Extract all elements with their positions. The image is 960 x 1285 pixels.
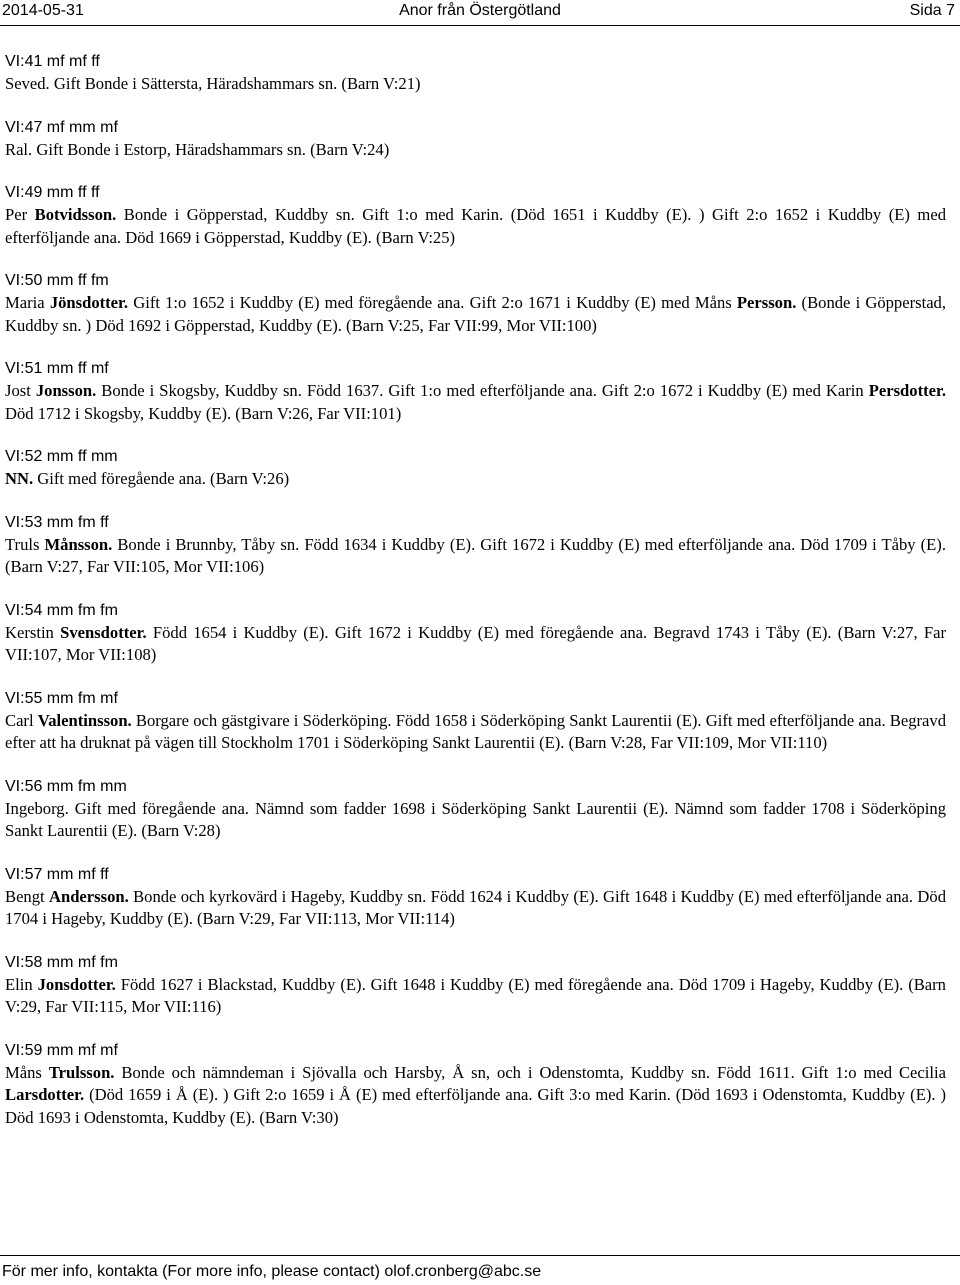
spouse-surname: Persdotter.	[868, 381, 946, 400]
ancestor-given-name: Ral.	[5, 139, 33, 159]
ancestor-given-name: Kerstin	[5, 622, 54, 642]
ancestor-entry	[5, 600, 946, 667]
footer-divider	[0, 1255, 960, 1256]
ancestor-description	[5, 974, 946, 1019]
ancestor-details: Gift 1:o 1652 i Kuddby (E) med föregående ana. Gift 2:o 1671 i Kuddby (E) med Måns	[133, 293, 732, 312]
ancestor-entry	[5, 182, 946, 249]
ancestor-details-continued: Död 1712 i Skogsby, Kuddby (E). (Barn V:26, Far VII:101)	[5, 403, 402, 423]
ancestor-description	[5, 710, 946, 755]
ancestor-details: Gift Bonde i Estorp, Häradshammars sn. (Barn V:24)	[36, 139, 390, 159]
ancestor-description	[5, 622, 946, 667]
ancestor-details: Gift Bonde i Sättersta, Häradshammars sn. (Barn V:21)	[53, 74, 421, 93]
ancestor-given-name: Per	[5, 205, 28, 224]
ancestor-entry	[5, 864, 946, 931]
ancestor-surname: Månsson.	[44, 534, 113, 554]
ancestor-code: VI:55 mm fm mf	[5, 689, 118, 707]
ancestor-code: VI:52 mm ff mm	[5, 448, 118, 465]
ancestor-details: Bonde i Brunnby, Tåby sn. Född 1634 i Kuddby (E). Gift 1672 i Kuddby (E) med efterföljande ana. Död 1709 i Tåby (E). (Barn V:27, Far VII:105, Mor VII:106)	[5, 534, 946, 576]
ancestor-details: Bonde i Skogsby, Kuddby sn. Född 1637. Gift 1:o med efterföljande ana. Gift 2:o 1672 i Kuddby (E) med Karin	[101, 381, 864, 400]
ancestor-code: VI:49 mm ff ff	[5, 184, 100, 201]
ancestor-code: VI:51 mm ff mf	[5, 360, 109, 377]
ancestor-details: Född 1654 i Kuddby (E). Gift 1672 i Kuddby (E) med föregående ana. Begravd 1743 i Tåby (E). (Barn V:27, Far VII:107, Mor VII:108)	[5, 622, 946, 664]
ancestor-surname: Andersson.	[48, 886, 129, 906]
ancestor-code: VI:47 mf mm mf	[5, 118, 118, 136]
ancestor-description	[5, 1062, 946, 1130]
ancestor-entry	[5, 776, 946, 843]
ancestor-details: Bonde i Göpperstad, Kuddby sn. Gift 1:o med Karin. (Död 1651 i Kuddby (E). ) Gift 2:o 1652 i Kuddby (E) med efterföljande ana. Död 1669 i Göpperstad, Kuddby (E). (Barn V:25)	[5, 205, 946, 247]
ancestor-list	[5, 51, 946, 1150]
ancestor-code: VI:57 mm mf ff	[5, 865, 109, 883]
header-title: Anor från Östergötland	[399, 2, 561, 19]
ancestor-details-continued: (Bonde i Göpperstad, Kuddby sn. ) Död 1692 i Göpperstad, Kuddby (E). (Barn V:25, Far VII:99, Mor VII:100)	[5, 293, 947, 335]
page-footer	[0, 1255, 960, 1281]
header-divider	[0, 25, 960, 26]
ancestor-description	[5, 380, 946, 425]
ancestor-code: VI:59 mm mf mf	[5, 1041, 118, 1059]
header-date: 2014-05-31	[2, 2, 84, 19]
ancestor-given-name: Carl	[5, 710, 34, 730]
spouse-surname: Persson.	[736, 293, 797, 312]
ancestor-description	[5, 468, 946, 491]
ancestor-surname: Botvidsson.	[34, 205, 117, 224]
ancestor-given-name: Seved.	[5, 74, 50, 93]
ancestor-entry	[5, 270, 946, 337]
ancestor-code: VI:53 mm fm ff	[5, 513, 109, 531]
ancestor-given-name: Maria	[5, 293, 45, 312]
ancestor-description	[5, 292, 946, 337]
ancestor-code: VI:56 mm fm mm	[5, 777, 127, 795]
ancestor-description	[5, 798, 946, 843]
ancestor-surname: Jönsdotter.	[49, 293, 129, 312]
ancestor-surname: NN.	[5, 469, 34, 488]
ancestor-entry	[5, 446, 946, 491]
spouse-surname: Larsdotter.	[5, 1085, 85, 1104]
ancestor-entry	[5, 1040, 946, 1130]
ancestor-surname: Svensdotter.	[60, 622, 147, 642]
ancestor-entry	[5, 512, 946, 579]
ancestor-code: VI:54 mm fm fm	[5, 601, 118, 619]
ancestor-given-name: Truls	[5, 534, 40, 554]
ancestor-surname: Jonsdotter.	[37, 974, 116, 994]
ancestor-given-name: Bengt	[5, 886, 45, 906]
ancestor-given-name: Ingeborg.	[5, 798, 69, 818]
ancestor-entry	[5, 952, 946, 1019]
page-header	[0, 0, 960, 24]
ancestor-given-name: Jost	[5, 381, 31, 400]
ancestor-surname: Jonsson.	[35, 381, 97, 400]
ancestor-surname: Trulsson.	[48, 1062, 115, 1082]
ancestor-details: Bonde och nämndeman i Sjövalla och Harsby, Å sn, och i Odenstomta, Kuddby sn. Född 1611. Gift 1:o med Cecilia	[121, 1062, 946, 1082]
ancestor-description	[5, 204, 946, 249]
ancestor-description	[5, 73, 946, 96]
ancestor-code: VI:41 mf mf ff	[5, 53, 100, 70]
ancestor-code: VI:58 mm mf fm	[5, 953, 118, 971]
ancestor-details: Borgare och gästgivare i Söderköping. Född 1658 i Söderköping Sankt Laurentii (E). Gift med efterföljande ana. Begravd efter att ha druknat på vägen till Stockholm 1701 i Söderköping Sankt Laurentii (E). (Barn V:28, Far VII:109, Mor VII:110)	[5, 710, 947, 752]
ancestor-entry	[5, 117, 946, 162]
ancestor-given-name: Måns	[5, 1062, 42, 1082]
ancestor-details: Gift med föregående ana. (Barn V:26)	[37, 469, 290, 488]
ancestor-details: Gift med föregående ana. Nämnd som fadder 1698 i Söderköping Sankt Laurentii (E). Nämnd som fadder 1708 i Söderköping Sankt Laurentii (E). (Barn V:28)	[5, 798, 946, 840]
header-page-number: Sida 7	[909, 2, 955, 19]
ancestor-given-name: Elin	[5, 974, 33, 994]
ancestor-entry	[5, 688, 946, 755]
ancestor-description	[5, 534, 946, 579]
ancestor-description	[5, 139, 946, 162]
ancestor-entry	[5, 358, 946, 425]
ancestor-surname: Valentinsson.	[37, 710, 132, 730]
ancestor-description	[5, 886, 946, 931]
ancestor-details: Bonde och kyrkovärd i Hageby, Kuddby sn. Född 1624 i Kuddby (E). Gift 1648 i Kuddby (E) med efterföljande ana. Död 1704 i Hageby, Kuddby (E). (Barn V:29, Far VII:113, Mor VII:114)	[5, 886, 946, 928]
ancestor-code: VI:50 mm ff fm	[5, 272, 109, 289]
ancestor-entry	[5, 51, 946, 96]
ancestor-details-continued: (Död 1659 i Å (E). ) Gift 2:o 1659 i Å (E) med efterföljande ana. Gift 3:o med Karin. (Död 1693 i Odenstomta, Kuddby (E). ) Död 1693 i Odenstomta, Kuddby (E). (Barn V:30)	[5, 1085, 946, 1127]
footer-contact-text: För mer info, kontakta (For more info, please contact) olof.cronberg@abc.se	[2, 1263, 542, 1280]
ancestor-details: Född 1627 i Blackstad, Kuddby (E). Gift 1648 i Kuddby (E) med föregående ana. Död 1709 i Hageby, Kuddby (E). (Barn V:29, Far VII:115, Mor VII:116)	[5, 974, 946, 1016]
